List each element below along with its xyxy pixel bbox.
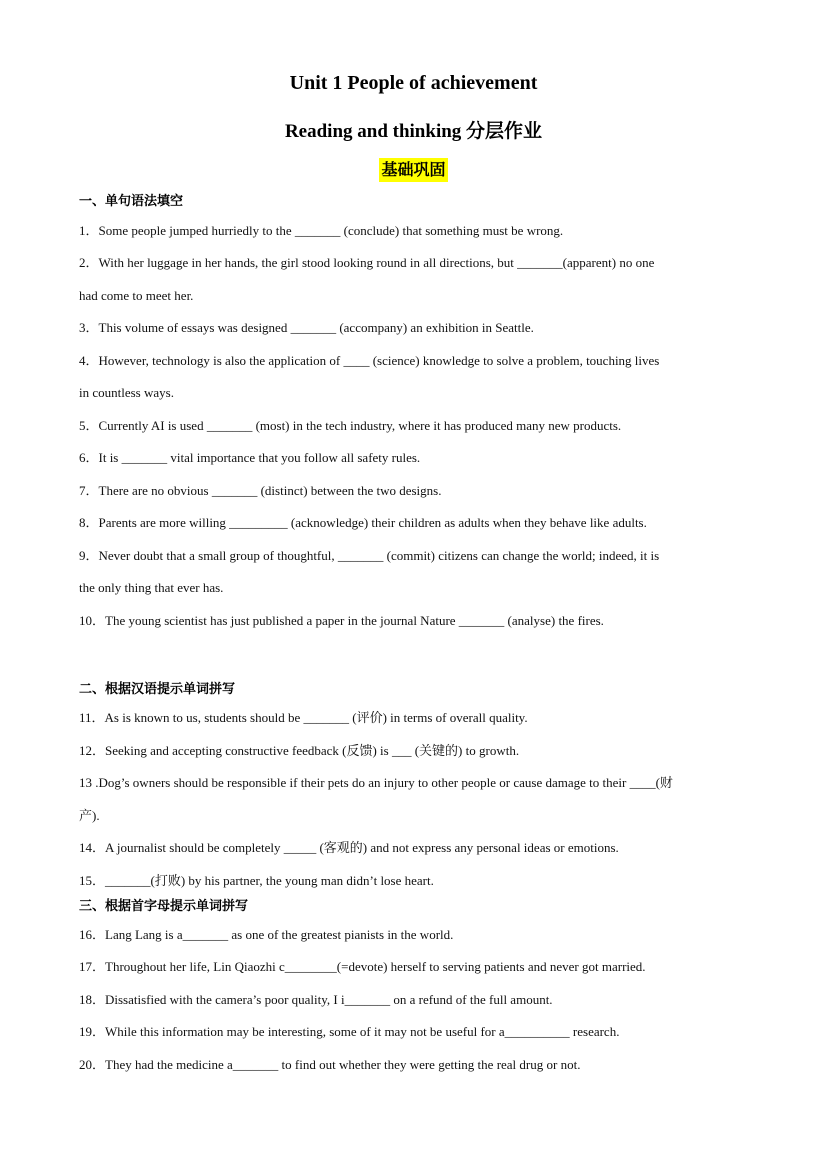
question-line: 19．While this information may be interesting, some of it may not be useful for a__________ research. <box>79 1024 620 1039</box>
question-line: 14．A journalist should be completely _____ (客观的) and not express any personal ideas or emotions. <box>79 840 619 855</box>
question-line: 10．The young scientist has just published a paper in the journal Nature _______ (analyse) the fires. <box>79 613 604 628</box>
question-line-continued: in countless ways. <box>79 385 174 400</box>
page-subtitle: Reading and thinking 分层作业 <box>284 121 543 142</box>
question-line: 17．Throughout her life, Lin Qiaozhi c________(=devote) herself to serving patients and never got married. <box>79 959 646 974</box>
question-line-continued: had come to meet her. <box>79 288 194 303</box>
section-heading: 一、单句语法填空 <box>79 194 184 209</box>
question-line: 15．_______(打败) by his partner, the young man didn’t lose heart. <box>79 873 434 888</box>
question-line: 18．Dissatisfied with the camera’s poor quality, I i_______ on a refund of the full amount. <box>79 992 553 1007</box>
section-heading: 三、根据首字母提示单词拼写 <box>79 899 249 914</box>
question-line: 11．As is known to us, students should be _______ (评价) in terms of overall quality. <box>79 710 528 725</box>
section-heading: 二、根据汉语提示单词拼写 <box>79 682 236 697</box>
question-line: 5．Currently AI is used _______ (most) in the tech industry, where it has produced many new products. <box>79 418 622 433</box>
question-line: 16．Lang Lang is a_______ as one of the greatest pianists in the world. <box>79 927 454 942</box>
level-badge: 基础巩固 <box>379 158 447 182</box>
question-line: 9．Never doubt that a small group of thoughtful, _______ (commit) citizens can change the world; indeed, it is <box>79 548 660 563</box>
question-line: 20．They had the medicine a_______ to find out whether they were getting the real drug or not. <box>79 1057 581 1072</box>
question-line: 6．It is _______ vital importance that you follow all safety rules. <box>79 450 421 465</box>
question-line: 7．There are no obvious _______ (distinct) between the two designs. <box>79 483 442 498</box>
question-line-continued: the only thing that ever has. <box>79 580 224 595</box>
badge-container <box>0 158 827 182</box>
question-line: 3．This volume of essays was designed _______ (accompany) an exhibition in Seattle. <box>79 320 534 335</box>
question-line: 12．Seeking and accepting constructive feedback (反馈) is ___ (关键的) to growth. <box>79 743 520 758</box>
question-line: 1．Some people jumped hurriedly to the _______ (conclude) that something must be wrong. <box>79 223 564 238</box>
question-line: 8．Parents are more willing _________ (acknowledge) their children as adults when they behave like adults. <box>79 515 647 530</box>
question-line-continued: 产). <box>79 808 100 823</box>
page-title: Unit 1 People of achievement <box>289 72 538 94</box>
question-line: 2．With her luggage in her hands, the girl stood looking round in all directions, but _______(apparent) no one <box>79 255 655 270</box>
question-line: 4．However, technology is also the application of ____ (science) knowledge to solve a problem, touching lives <box>79 353 660 368</box>
question-line: 13 .Dog’s owners should be responsible if their pets do an injury to other people or cause damage to their ____(财 <box>79 775 673 790</box>
